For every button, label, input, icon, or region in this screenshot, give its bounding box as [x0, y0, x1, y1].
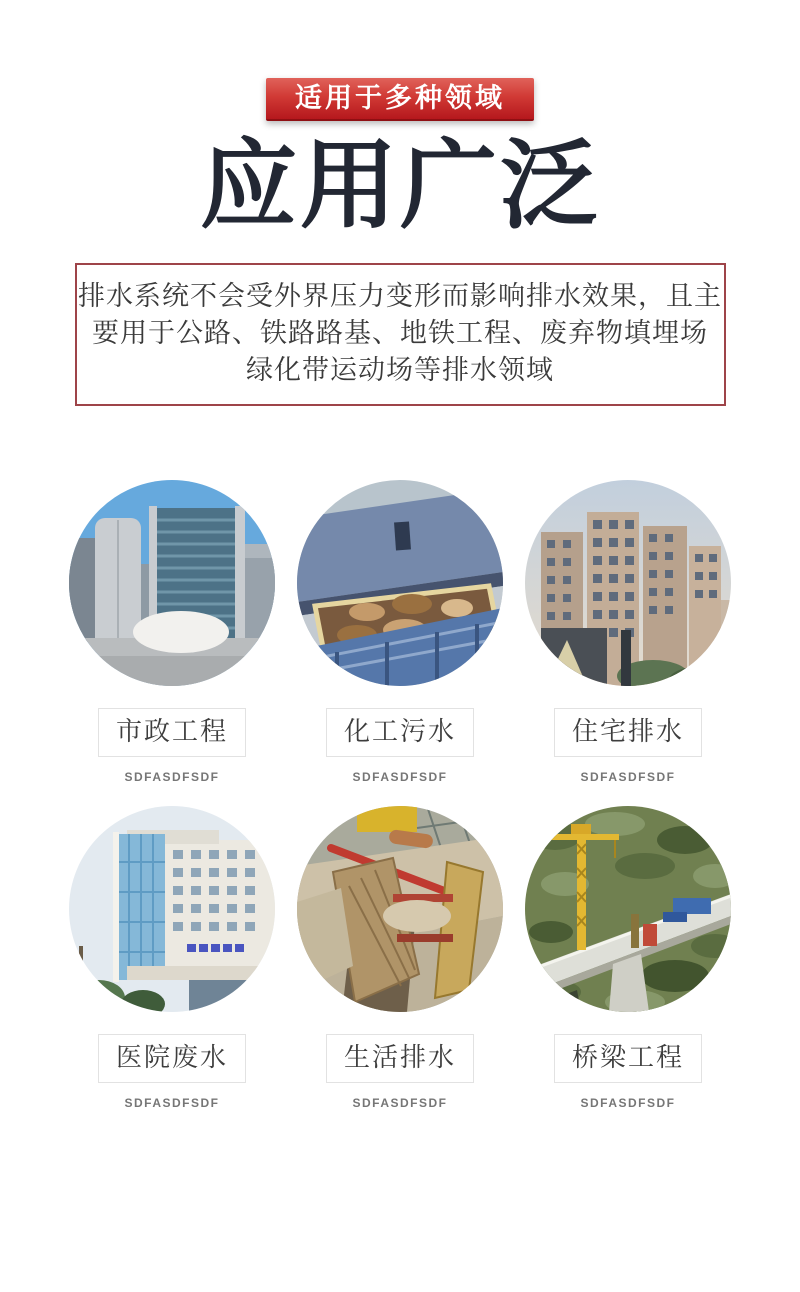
description-box [75, 263, 726, 406]
dome [133, 611, 229, 653]
application-code: SDFASDFSDF [124, 1096, 220, 1111]
section-ribbon: 适用于多种领域 [266, 78, 534, 121]
application-cell-bridge [525, 806, 731, 1110]
treatment-basin-illustration [297, 480, 503, 686]
application-code: SDFASDFSDF [580, 770, 676, 784]
launching-gantry [673, 898, 711, 914]
application-label: 化工污水 [326, 708, 474, 757]
building-sign [187, 944, 244, 952]
construction-trench-illustration [297, 806, 503, 1012]
chemical-sewage-photo [297, 480, 503, 686]
hospital-building-illustration [69, 806, 275, 1012]
application-cell-municipal [69, 480, 275, 784]
page-title: 应用广泛 [200, 131, 600, 240]
apartment-towers-illustration [525, 480, 731, 686]
application-label: 市政工程 [98, 708, 246, 757]
application-code: SDFASDFSDF [580, 1096, 676, 1111]
application-cell-residential [525, 480, 731, 784]
application-cell-hospital [69, 806, 275, 1110]
description-line: 绿化带运动场等排水领域 [246, 354, 554, 385]
municipal-engineering-photo [69, 480, 275, 686]
residential-drainage-photo [525, 480, 731, 686]
application-label: 住宅排水 [554, 708, 702, 757]
bridge-construction-illustration [525, 806, 731, 1012]
domestic-drainage-photo [297, 806, 503, 1012]
city-hall-illustration [69, 480, 275, 686]
bridge-engineering-photo [525, 806, 731, 1012]
description-line: 要用于公路、铁路路基、地铁工程、废弃物填埋场 [92, 317, 708, 348]
application-label: 医院废水 [98, 1034, 246, 1083]
hospital-wastewater-photo [69, 806, 275, 1012]
description-line: 排水系统不会受外界压力变形而影响排水效果，且主 [78, 280, 722, 311]
application-code: SDFASDFSDF [352, 770, 448, 784]
cross-brace [397, 934, 453, 942]
applications-grid [69, 480, 731, 1110]
application-label: 桥梁工程 [554, 1034, 702, 1083]
application-cell-domestic [297, 806, 503, 1110]
application-label: 生活排水 [326, 1034, 474, 1083]
application-code: SDFASDFSDF [124, 770, 220, 784]
application-cell-chemical [297, 480, 503, 784]
application-code: SDFASDFSDF [352, 1096, 448, 1111]
